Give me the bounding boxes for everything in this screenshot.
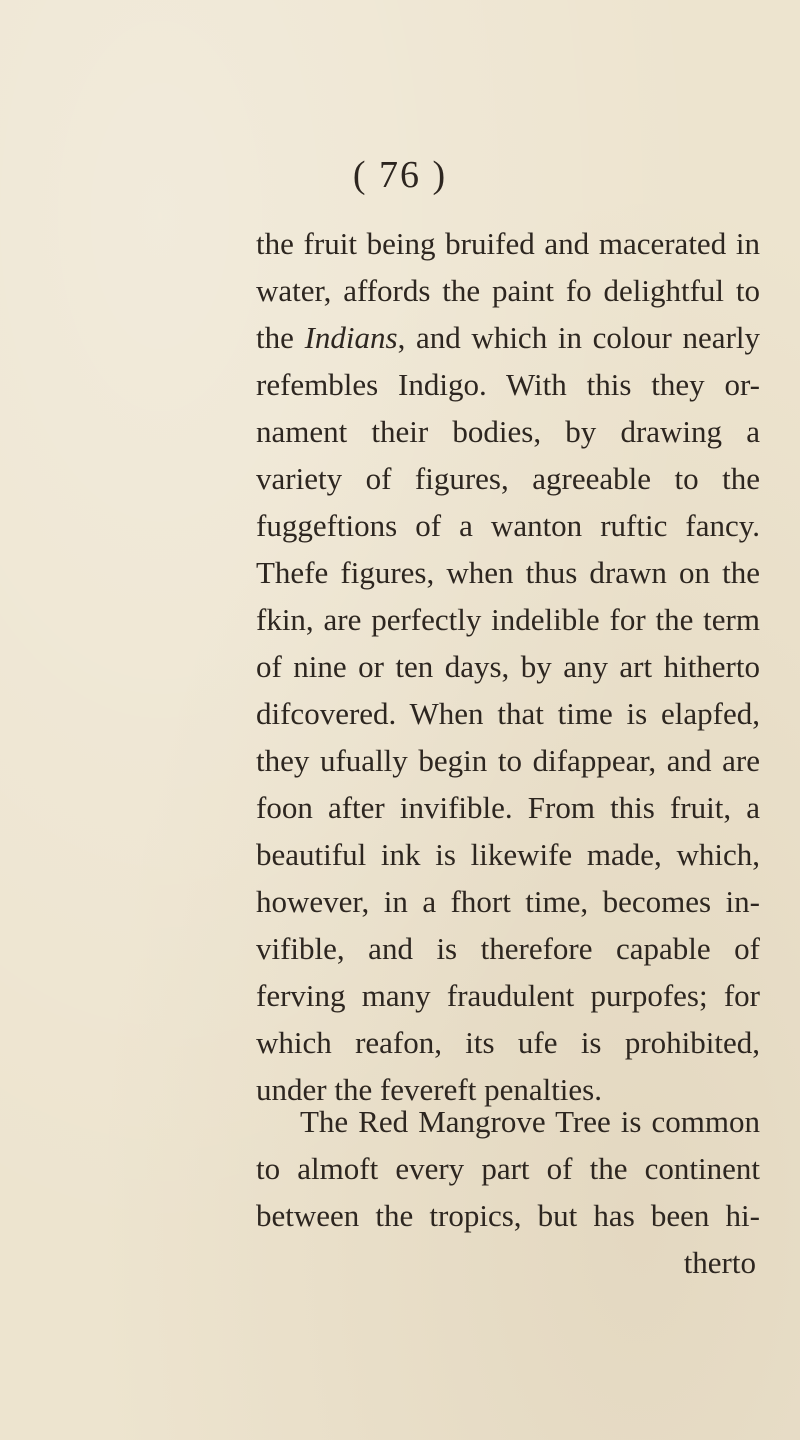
text-line: foon after invifible. From this fruit, a	[256, 790, 760, 825]
text-line: to almoft every part of the continent	[256, 1151, 760, 1186]
text-line: variety of figures, agreeable to the	[256, 461, 760, 496]
text-line: the fruit being bruifed and macerated in	[256, 226, 760, 261]
text-line: water, affords the paint fo delightful to	[256, 273, 760, 308]
text-line: which reafon, its ufe is prohibited,	[256, 1025, 760, 1060]
text-line: vifible, and is therefore capable of	[256, 931, 760, 966]
paragraph-1	[256, 220, 760, 1113]
text-line: fuggeftions of a wanton ruftic fancy.	[256, 508, 760, 543]
text-line: they ufually begin to difappear, and are	[256, 743, 760, 778]
text-line: beautiful ink is likewife made, which,	[256, 837, 760, 872]
paragraph-2	[256, 1098, 760, 1286]
text-line: between the tropics, but has been hi-	[256, 1198, 760, 1233]
text-line: however, in a fhort time, becomes in-	[256, 884, 760, 919]
text-line: The Red Mangrove Tree is common	[300, 1104, 760, 1139]
text-line: of nine or ten days, by any art hitherto	[256, 649, 760, 684]
text-line: refembles Indigo. With this they or-	[256, 367, 760, 402]
text-line: difcovered. When that time is elapfed,	[256, 696, 760, 731]
text-line: nament their bodies, by drawing a	[256, 414, 760, 449]
text-line: the Indians, and which in colour nearly	[256, 320, 761, 355]
text-line: fkin, are perfectly indelible for the term	[256, 602, 760, 637]
catchword: therto	[683, 1245, 756, 1280]
text-line: under the fevereft penalties.	[256, 1072, 602, 1107]
text-line: ferving many fraudulent purpofes; for	[256, 978, 760, 1013]
text-line: Thefe figures, when thus drawn on the	[256, 555, 760, 590]
page-number: ( 76 )	[352, 154, 448, 196]
